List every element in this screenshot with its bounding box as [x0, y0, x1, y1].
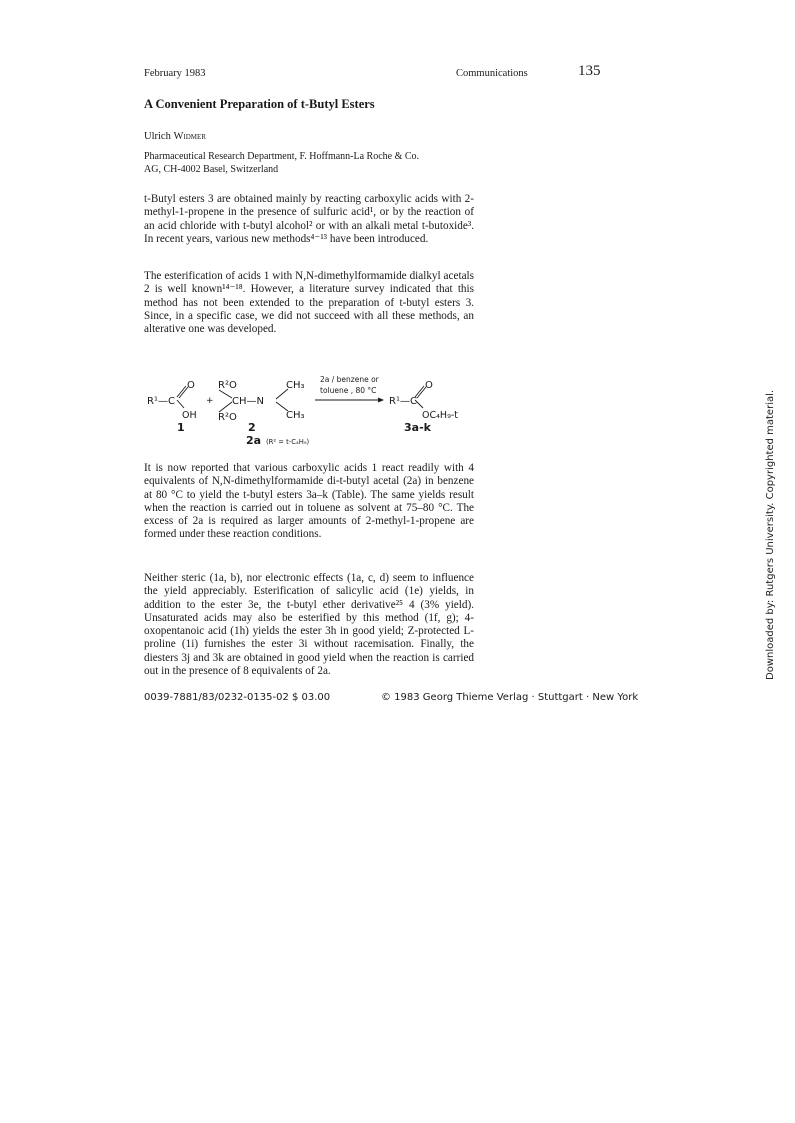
scheme-label-2a: 2a [246, 434, 262, 447]
scheme-product-oc: OC₄H₉-t [422, 410, 459, 421]
scheme-conditions: toluene , 80 °C [320, 386, 377, 395]
scheme-acetal-ch3-top: CH₃ [286, 380, 305, 391]
paragraph-scope: Neither steric (1a, b), nor electronic effects (1a, c, d) seem to influence the yield appreciably. Esterification of salicylic acid (1e) yields, in addition to the ester 3e, the t-butyl ether derivative²⁵ 4 (3% yield). Unsaturated acids may also be esterified by this method (1f, g); 4-oxopentanoic acid (1h) yields the ester 3h in good yield; Z-protected L-proline (1i) furnishes the ester 3i without racemisation. Finally, the diesters 3j and 3k are obtained in good yield when the reaction is carried out in the presence of 8 equivalents of 2a. [144, 572, 474, 678]
scheme-label-1: 1 [177, 421, 185, 434]
scheme-acetal-r2o-top: R²O [218, 380, 237, 391]
scheme-plus: + [206, 396, 214, 406]
header-journal-section: Communications [456, 68, 528, 79]
affiliation-line: Pharmaceutical Research Department, F. Hoffmann-La Roche & Co. [144, 151, 420, 162]
article-title: A Convenient Preparation of t-Butyl Esters [144, 97, 375, 111]
scheme-acid-o: O [187, 380, 195, 391]
reaction-scheme [144, 368, 484, 453]
paragraph-reaction: It is now reported that various carboxylic acids 1 react readily with 4 equivalents of N,N-dimethylformamide di-t-butyl acetal (2a) in benzene at 80 °C to yield the t-butyl esters 3a–k (Table). The same yields result when the reaction is carried out in toluene as solvent at 75–80 °C. The excess of 2a is required as larger amounts of 2-methyl-1-propene are formed under these reaction conditions. [144, 462, 474, 541]
author-first-name: Ulrich [144, 131, 171, 142]
scheme-product-r: R¹—C [389, 396, 417, 407]
scheme-label-2: 2 [248, 421, 256, 434]
author-name [144, 131, 206, 142]
scheme-acetal-ch3-bottom: CH₃ [286, 410, 305, 421]
footer-copyright: © 1983 Georg Thieme Verlag · Stuttgart · New York [381, 692, 639, 703]
scheme-acetal-r2o-bottom: R²O [218, 412, 237, 423]
affiliation [144, 150, 489, 176]
scheme-reagent: 2a / benzene or [320, 375, 379, 384]
paragraph-esterification: The esterification of acids 1 with N,N-dimethylformamide dialkyl acetals 2 is well known¹⁴⁻¹⁸. However, a literature survey indicated that this method has not been extended to the preparation of t-butyl esters 3. Since, in a specific case, we did not succeed with all these methods, an alterative one was developed. [144, 270, 474, 336]
scheme-acid-r: R¹—C [147, 396, 175, 407]
scheme-acid-oh: OH [182, 410, 197, 421]
scheme-label-3: 3a-k [404, 421, 431, 434]
page-number: 135 [578, 63, 601, 79]
download-note: Downloaded by: Rutgers University. Copyrighted material. [765, 389, 776, 680]
paragraph-intro: t-Butyl esters 3 are obtained mainly by reacting carboxylic acids with 2-methyl-1-propene in the presence of sulfuric acid¹, or by the reaction of an acid chloride with t-butyl alcohol² or with an alkali metal t-butoxide³. In recent years, various new methods⁴⁻¹³ have been introduced. [144, 193, 474, 245]
header-date: February 1983 [144, 68, 206, 79]
affiliation-line: AG, CH-4002 Basel, Switzerland [144, 164, 279, 175]
footer-code: 0039-7881/83/0232-0135-02 $ 03.00 [144, 692, 331, 703]
author-last-name: Widmer [173, 131, 206, 142]
scheme-product-o: O [425, 380, 433, 391]
scheme-acetal-center: CH—N [232, 396, 264, 407]
scheme-label-2a-note: (R² = t-C₄H₉) [266, 438, 310, 446]
